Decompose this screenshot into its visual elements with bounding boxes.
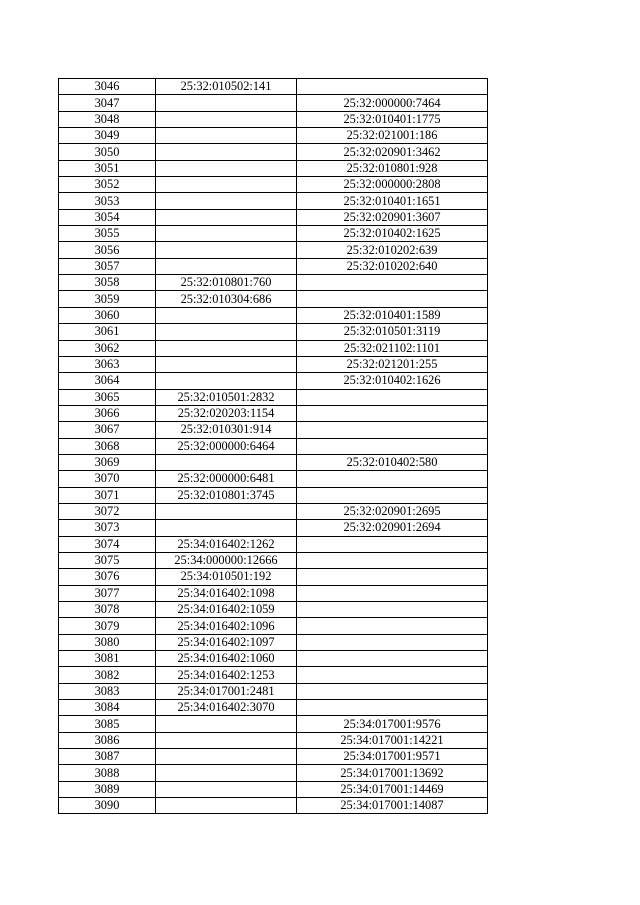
row-number-cell: 3063 bbox=[59, 356, 156, 372]
cadastral-number-cell-a: 25:34:016402:3070 bbox=[156, 700, 297, 716]
cadastral-number-cell-a bbox=[156, 716, 297, 732]
cadastral-number-cell-b bbox=[297, 405, 488, 421]
cadastral-number-cell-a bbox=[156, 111, 297, 127]
row-number-cell: 3074 bbox=[59, 536, 156, 552]
table-row bbox=[59, 389, 488, 405]
cadastral-number-cell-b: 25:32:021201:255 bbox=[297, 356, 488, 372]
table-body bbox=[59, 79, 488, 814]
cadastral-number-cell-b: 25:32:010401:1775 bbox=[297, 111, 488, 127]
row-number-cell: 3067 bbox=[59, 422, 156, 438]
cadastral-number-cell-b: 25:34:017001:13692 bbox=[297, 765, 488, 781]
cadastral-number-cell-a bbox=[156, 781, 297, 797]
cadastral-number-cell-b: 25:34:017001:9571 bbox=[297, 749, 488, 765]
cadastral-number-cell-b bbox=[297, 552, 488, 568]
cadastral-number-cell-b: 25:32:021102:1101 bbox=[297, 340, 488, 356]
cadastral-number-cell-a: 25:32:010304:686 bbox=[156, 291, 297, 307]
table-row bbox=[59, 95, 488, 111]
cadastral-number-cell-b: 25:32:010402:580 bbox=[297, 454, 488, 470]
table-row bbox=[59, 585, 488, 601]
table-row bbox=[59, 749, 488, 765]
row-number-cell: 3087 bbox=[59, 749, 156, 765]
table-row bbox=[59, 503, 488, 519]
table-row bbox=[59, 454, 488, 470]
cadastral-number-cell-a bbox=[156, 798, 297, 814]
table-row bbox=[59, 324, 488, 340]
cadastral-number-cell-b: 25:34:017001:14087 bbox=[297, 798, 488, 814]
table-row bbox=[59, 536, 488, 552]
cadastral-number-cell-a bbox=[156, 765, 297, 781]
table-row bbox=[59, 373, 488, 389]
cadastral-number-cell-a bbox=[156, 520, 297, 536]
table-row bbox=[59, 552, 488, 568]
row-number-cell: 3057 bbox=[59, 258, 156, 274]
cadastral-number-cell-a: 25:34:000000:12666 bbox=[156, 552, 297, 568]
cadastral-number-cell-b bbox=[297, 487, 488, 503]
cadastral-number-cell-b: 25:32:010202:639 bbox=[297, 242, 488, 258]
cadastral-number-cell-b: 25:32:010402:1626 bbox=[297, 373, 488, 389]
cadastral-number-cell-a: 25:32:010801:760 bbox=[156, 275, 297, 291]
cadastral-number-cell-a: 25:32:010801:3745 bbox=[156, 487, 297, 503]
table-row bbox=[59, 226, 488, 242]
table-row bbox=[59, 193, 488, 209]
table-row bbox=[59, 798, 488, 814]
cadastral-number-cell-a bbox=[156, 226, 297, 242]
row-number-cell: 3066 bbox=[59, 405, 156, 421]
table-row bbox=[59, 487, 488, 503]
row-number-cell: 3061 bbox=[59, 324, 156, 340]
row-number-cell: 3049 bbox=[59, 128, 156, 144]
cadastral-number-cell-b: 25:32:021001:186 bbox=[297, 128, 488, 144]
cadastral-number-cell-b bbox=[297, 569, 488, 585]
table-row bbox=[59, 242, 488, 258]
table-row bbox=[59, 275, 488, 291]
row-number-cell: 3072 bbox=[59, 503, 156, 519]
cadastral-number-cell-b bbox=[297, 700, 488, 716]
row-number-cell: 3088 bbox=[59, 765, 156, 781]
table-row bbox=[59, 634, 488, 650]
cadastral-number-cell-a bbox=[156, 324, 297, 340]
table-row bbox=[59, 340, 488, 356]
cadastral-number-cell-b bbox=[297, 618, 488, 634]
cadastral-number-cell-b bbox=[297, 634, 488, 650]
cadastral-number-cell-a bbox=[156, 128, 297, 144]
table-row bbox=[59, 160, 488, 176]
cadastral-number-cell-a: 25:32:010301:914 bbox=[156, 422, 297, 438]
cadastral-number-cell-a: 25:32:000000:6464 bbox=[156, 438, 297, 454]
table-row bbox=[59, 405, 488, 421]
table-row bbox=[59, 258, 488, 274]
cadastral-number-cell-b: 25:34:017001:9576 bbox=[297, 716, 488, 732]
row-number-cell: 3054 bbox=[59, 209, 156, 225]
cadastral-number-cell-b bbox=[297, 683, 488, 699]
table-row bbox=[59, 651, 488, 667]
table-row bbox=[59, 683, 488, 699]
table-row bbox=[59, 520, 488, 536]
row-number-cell: 3078 bbox=[59, 602, 156, 618]
row-number-cell: 3075 bbox=[59, 552, 156, 568]
cadastral-number-cell-b: 25:32:010801:928 bbox=[297, 160, 488, 176]
cadastral-number-cell-a bbox=[156, 95, 297, 111]
cadastral-number-cell-b: 25:32:010501:3119 bbox=[297, 324, 488, 340]
cadastral-number-cell-b bbox=[297, 79, 488, 95]
cadastral-number-cell-b: 25:32:020901:2695 bbox=[297, 503, 488, 519]
row-number-cell: 3069 bbox=[59, 454, 156, 470]
cadastral-number-cell-a bbox=[156, 307, 297, 323]
table-row bbox=[59, 716, 488, 732]
table-row bbox=[59, 438, 488, 454]
row-number-cell: 3064 bbox=[59, 373, 156, 389]
cadastral-number-cell-a bbox=[156, 193, 297, 209]
row-number-cell: 3071 bbox=[59, 487, 156, 503]
row-number-cell: 3084 bbox=[59, 700, 156, 716]
table-row bbox=[59, 732, 488, 748]
cadastral-number-cell-a: 25:34:016402:1059 bbox=[156, 602, 297, 618]
cadastral-number-cell-a: 25:34:010501:192 bbox=[156, 569, 297, 585]
cadastral-number-cell-b: 25:32:000000:2808 bbox=[297, 177, 488, 193]
cadastral-number-cell-a bbox=[156, 242, 297, 258]
cadastral-number-cell-a: 25:34:016402:1097 bbox=[156, 634, 297, 650]
cadastral-number-cell-b: 25:34:017001:14469 bbox=[297, 781, 488, 797]
cadastral-number-cell-a bbox=[156, 209, 297, 225]
table-row bbox=[59, 128, 488, 144]
cadastral-number-cell-a bbox=[156, 340, 297, 356]
row-number-cell: 3077 bbox=[59, 585, 156, 601]
row-number-cell: 3085 bbox=[59, 716, 156, 732]
row-number-cell: 3060 bbox=[59, 307, 156, 323]
table-row bbox=[59, 111, 488, 127]
cadastral-number-cell-a bbox=[156, 160, 297, 176]
cadastral-number-cell-b bbox=[297, 422, 488, 438]
table-row bbox=[59, 765, 488, 781]
cadastral-number-cell-a bbox=[156, 503, 297, 519]
cadastral-number-cell-a: 25:32:020203:1154 bbox=[156, 405, 297, 421]
cadastral-number-cell-b: 25:32:010402:1625 bbox=[297, 226, 488, 242]
row-number-cell: 3050 bbox=[59, 144, 156, 160]
row-number-cell: 3081 bbox=[59, 651, 156, 667]
table-row bbox=[59, 291, 488, 307]
cadastral-number-table bbox=[58, 78, 488, 814]
cadastral-number-cell-b bbox=[297, 275, 488, 291]
table-row bbox=[59, 471, 488, 487]
table-row bbox=[59, 144, 488, 160]
cadastral-number-cell-b bbox=[297, 291, 488, 307]
cadastral-number-cell-a: 25:34:016402:1098 bbox=[156, 585, 297, 601]
row-number-cell: 3053 bbox=[59, 193, 156, 209]
row-number-cell: 3082 bbox=[59, 667, 156, 683]
cadastral-number-cell-a bbox=[156, 732, 297, 748]
cadastral-number-cell-b bbox=[297, 602, 488, 618]
row-number-cell: 3059 bbox=[59, 291, 156, 307]
cadastral-number-cell-b bbox=[297, 536, 488, 552]
cadastral-number-cell-b: 25:32:000000:7464 bbox=[297, 95, 488, 111]
cadastral-number-cell-a: 25:32:010502:141 bbox=[156, 79, 297, 95]
table-row bbox=[59, 79, 488, 95]
row-number-cell: 3086 bbox=[59, 732, 156, 748]
cadastral-number-cell-b bbox=[297, 651, 488, 667]
table-row bbox=[59, 700, 488, 716]
cadastral-number-cell-b: 25:32:010202:640 bbox=[297, 258, 488, 274]
row-number-cell: 3076 bbox=[59, 569, 156, 585]
cadastral-number-cell-a: 25:34:016402:1060 bbox=[156, 651, 297, 667]
table-row bbox=[59, 569, 488, 585]
cadastral-number-cell-b: 25:32:020901:3462 bbox=[297, 144, 488, 160]
row-number-cell: 3090 bbox=[59, 798, 156, 814]
cadastral-number-cell-b bbox=[297, 667, 488, 683]
row-number-cell: 3065 bbox=[59, 389, 156, 405]
row-number-cell: 3062 bbox=[59, 340, 156, 356]
table-row bbox=[59, 422, 488, 438]
row-number-cell: 3047 bbox=[59, 95, 156, 111]
row-number-cell: 3056 bbox=[59, 242, 156, 258]
cadastral-number-cell-b bbox=[297, 389, 488, 405]
row-number-cell: 3051 bbox=[59, 160, 156, 176]
cadastral-number-cell-b: 25:32:020901:3607 bbox=[297, 209, 488, 225]
table-row bbox=[59, 177, 488, 193]
cadastral-number-cell-b bbox=[297, 471, 488, 487]
cadastral-number-cell-a bbox=[156, 177, 297, 193]
row-number-cell: 3089 bbox=[59, 781, 156, 797]
cadastral-number-cell-a: 25:34:016402:1262 bbox=[156, 536, 297, 552]
table-row bbox=[59, 602, 488, 618]
row-number-cell: 3048 bbox=[59, 111, 156, 127]
row-number-cell: 3052 bbox=[59, 177, 156, 193]
cadastral-number-cell-a: 25:32:000000:6481 bbox=[156, 471, 297, 487]
cadastral-number-cell-a bbox=[156, 258, 297, 274]
cadastral-number-cell-b: 25:32:020901:2694 bbox=[297, 520, 488, 536]
row-number-cell: 3073 bbox=[59, 520, 156, 536]
cadastral-number-cell-b: 25:32:010401:1651 bbox=[297, 193, 488, 209]
row-number-cell: 3046 bbox=[59, 79, 156, 95]
cadastral-number-cell-a bbox=[156, 749, 297, 765]
table-row bbox=[59, 667, 488, 683]
cadastral-number-cell-a: 25:34:017001:2481 bbox=[156, 683, 297, 699]
row-number-cell: 3080 bbox=[59, 634, 156, 650]
row-number-cell: 3070 bbox=[59, 471, 156, 487]
table-row bbox=[59, 307, 488, 323]
cadastral-number-cell-b bbox=[297, 585, 488, 601]
cadastral-number-cell-b bbox=[297, 438, 488, 454]
cadastral-number-cell-a bbox=[156, 373, 297, 389]
cadastral-number-cell-b: 25:32:010401:1589 bbox=[297, 307, 488, 323]
cadastral-number-cell-b: 25:34:017001:14221 bbox=[297, 732, 488, 748]
cadastral-number-cell-a: 25:34:016402:1096 bbox=[156, 618, 297, 634]
cadastral-number-cell-a bbox=[156, 356, 297, 372]
table-row bbox=[59, 356, 488, 372]
cadastral-number-cell-a bbox=[156, 144, 297, 160]
table-row bbox=[59, 618, 488, 634]
row-number-cell: 3083 bbox=[59, 683, 156, 699]
table-row bbox=[59, 209, 488, 225]
table-row bbox=[59, 781, 488, 797]
row-number-cell: 3079 bbox=[59, 618, 156, 634]
row-number-cell: 3068 bbox=[59, 438, 156, 454]
row-number-cell: 3058 bbox=[59, 275, 156, 291]
cadastral-number-cell-a bbox=[156, 454, 297, 470]
row-number-cell: 3055 bbox=[59, 226, 156, 242]
cadastral-number-cell-a: 25:32:010501:2832 bbox=[156, 389, 297, 405]
cadastral-number-cell-a: 25:34:016402:1253 bbox=[156, 667, 297, 683]
